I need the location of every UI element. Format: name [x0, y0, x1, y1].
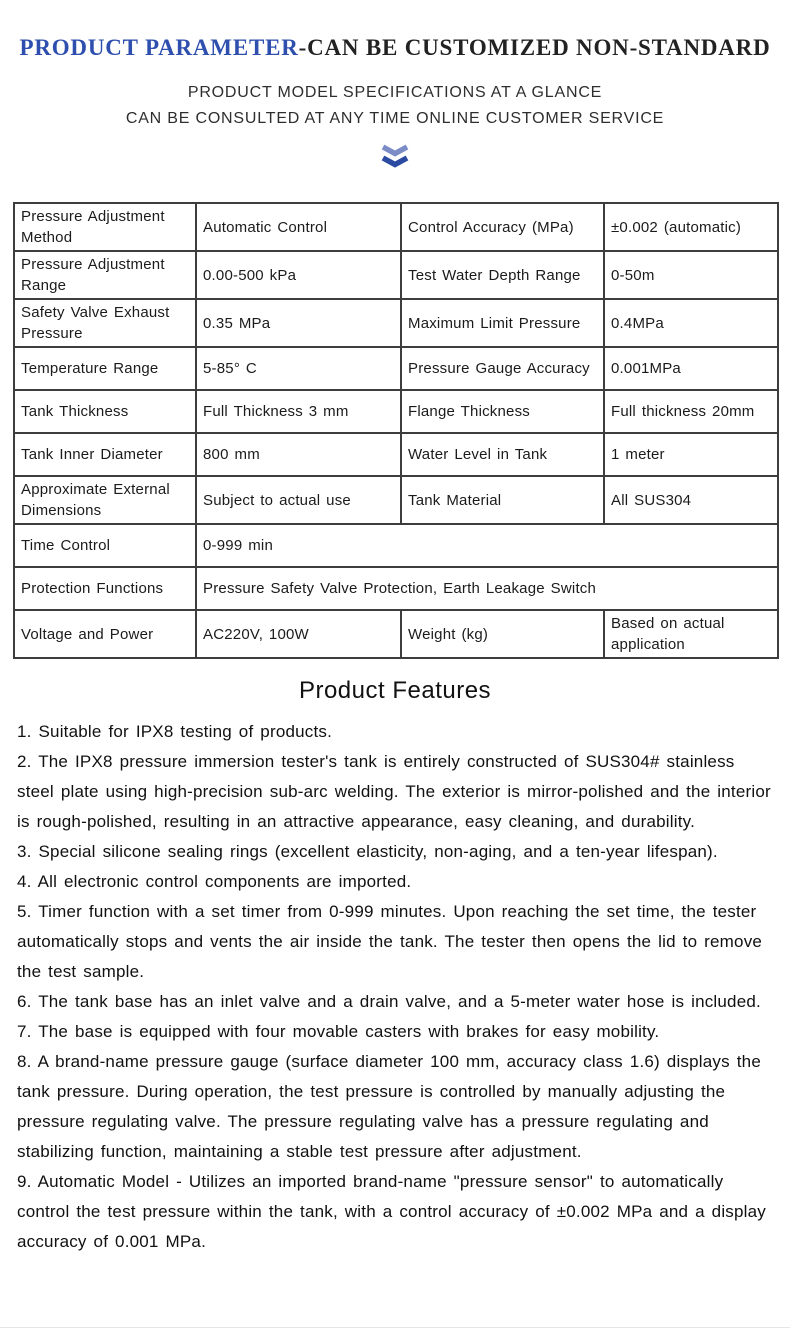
- table-row: [14, 524, 778, 567]
- spec-value: Automatic Control: [196, 203, 401, 251]
- spec-value: 0.00-500 kPa: [196, 251, 401, 299]
- page-title: [0, 0, 790, 62]
- table-row: [14, 610, 778, 658]
- spec-value: All SUS304: [604, 476, 778, 524]
- spec-label: Tank Thickness: [14, 390, 196, 433]
- spec-label: Pressure Adjustment Method: [14, 203, 196, 251]
- spec-value: Pressure Safety Valve Protection, Earth Leakage Switch: [196, 567, 778, 610]
- page-title-black-part: -CAN BE CUSTOMIZED NON-STANDARD: [298, 35, 771, 60]
- spec-value: 0.4MPa: [604, 299, 778, 347]
- table-row: [14, 299, 778, 347]
- subtitle-line-2: CAN BE CONSULTED AT ANY TIME ONLINE CUSTOMER SERVICE: [125, 110, 665, 127]
- spec-value: Full thickness 20mm: [604, 390, 778, 433]
- feature-item-8: 8. A brand-name pressure gauge (surface diameter 100 mm, accuracy class 1.6) displays the tank pressure. During operation, the test pressure is controlled by manually adjusting the pressure regulating valve. The pressure regulating valve has a pressure regulating and stabilizing function, maintaining a stable test pressure after adjustment.: [17, 1052, 761, 1161]
- features-title: Product Features: [298, 677, 492, 704]
- table-row: [14, 390, 778, 433]
- spec-table: [13, 202, 779, 659]
- spec-label: Time Control: [14, 524, 196, 567]
- spec-value: Subject to actual use: [196, 476, 401, 524]
- spec-label: Control Accuracy (MPa): [401, 203, 604, 251]
- spec-value: 800 mm: [196, 433, 401, 476]
- double-chevron-down-icon: [0, 144, 790, 174]
- spec-value: Based on actual application: [604, 610, 778, 658]
- spec-value: AC220V, 100W: [196, 610, 401, 658]
- spec-label: Tank Inner Diameter: [14, 433, 196, 476]
- feature-item-3: 3. Special silicone sealing rings (excellent elasticity, non-aging, and a ten-year lifespan).: [17, 842, 718, 861]
- table-row: [14, 347, 778, 390]
- spec-label: Test Water Depth Range: [401, 251, 604, 299]
- spec-label: Flange Thickness: [401, 390, 604, 433]
- table-row: [14, 251, 778, 299]
- table-row: [14, 476, 778, 524]
- feature-item-5: 5. Timer function with a set timer from 0-999 minutes. Upon reaching the set time, the tester automatically stops and vents the air inside the tank. The tester then opens the lid to remove the test sample.: [17, 902, 763, 981]
- table-row: [14, 433, 778, 476]
- spec-label: Weight (kg): [401, 610, 604, 658]
- feature-item-7: 7. The base is equipped with four movable casters with brakes for easy mobility.: [17, 1022, 660, 1041]
- subtitle-line-1: PRODUCT MODEL SPECIFICATIONS AT A GLANCE: [187, 84, 603, 101]
- table-row: [14, 567, 778, 610]
- spec-value: 1 meter: [604, 433, 778, 476]
- spec-label: Approximate External Dimensions: [14, 476, 196, 524]
- subtitle: [0, 80, 790, 132]
- spec-label: Pressure Gauge Accuracy: [401, 347, 604, 390]
- spec-label: Temperature Range: [14, 347, 196, 390]
- spec-value: ±0.002 (automatic): [604, 203, 778, 251]
- feature-item-9: 9. Automatic Model - Utilizes an imported brand-name "pressure sensor" to automatically control the test pressure within the tank, with a control accuracy of ±0.002 MPa and a display accuracy of 0.001 MPa.: [17, 1172, 766, 1251]
- spec-label: Tank Material: [401, 476, 604, 524]
- spec-label: Water Level in Tank: [401, 433, 604, 476]
- features-list: [17, 717, 773, 1257]
- feature-item-1: 1. Suitable for IPX8 testing of products.: [17, 722, 333, 741]
- table-row: [14, 203, 778, 251]
- feature-item-4: 4. All electronic control components are imported.: [17, 872, 412, 891]
- bottom-divider: [0, 1327, 790, 1328]
- page-title-blue-part: PRODUCT PARAMETER: [19, 35, 299, 60]
- spec-label: Voltage and Power: [14, 610, 196, 658]
- spec-value: 0-999 min: [196, 524, 778, 567]
- spec-label: Protection Functions: [14, 567, 196, 610]
- spec-label: Pressure Adjustment Range: [14, 251, 196, 299]
- spec-label: Safety Valve Exhaust Pressure: [14, 299, 196, 347]
- spec-value: 5-85° C: [196, 347, 401, 390]
- feature-item-6: 6. The tank base has an inlet valve and a drain valve, and a 5-meter water hose is included.: [17, 992, 761, 1011]
- spec-value: Full Thickness 3 mm: [196, 390, 401, 433]
- feature-item-2: 2. The IPX8 pressure immersion tester's tank is entirely constructed of SUS304# stainless steel plate using high-precision sub-arc welding. The exterior is mirror-polished and the interior is rough-polished, resulting in an attractive appearance, easy cleaning, and durability.: [17, 752, 771, 831]
- spec-value: 0-50m: [604, 251, 778, 299]
- spec-label: Maximum Limit Pressure: [401, 299, 604, 347]
- spec-value: 0.35 MPa: [196, 299, 401, 347]
- spec-value: 0.001MPa: [604, 347, 778, 390]
